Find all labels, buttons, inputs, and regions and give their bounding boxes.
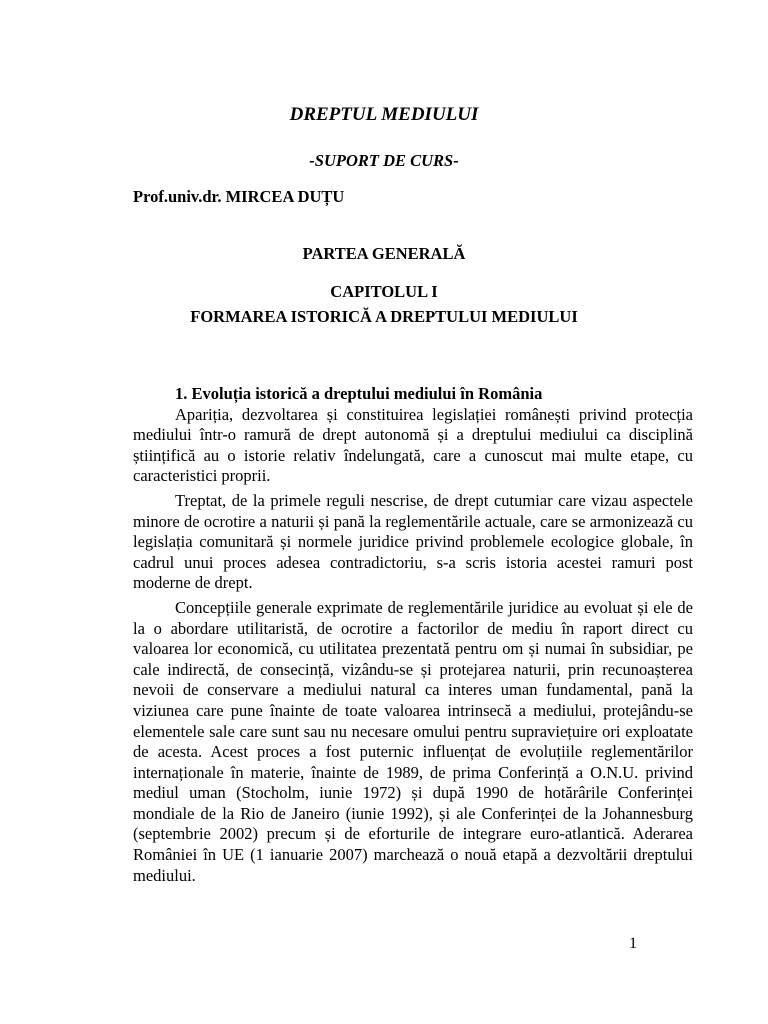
document-body — [133, 384, 693, 890]
paragraph: Concepțiile generale exprimate de reglementările juridice au evoluat și ele de la o abordare utilitaristă, de ocrotire a factorilor de mediu în raport direct cu valoarea lor economică, cu utilitatea prezentată pentru om și numai în subsidiar, pe cale indirectă, de consecință, vizându-se și protejarea naturii, prin recunoașterea nevoii de conservare a mediului natural ca interes uman fundamental, pană la viziunea care pune înainte de toate valoarea intrinsecă a mediului, protejându-se elementele sale care sunt sau nu necesare omului pentru supraviețuire ori exploatate de acesta. Acest proces a fost puternic influențat de evoluțiile reglementărilor internaționale în materie, înainte de 1989, de prima Conferință a O.N.U. privind mediul uman (Stocholm, iunie 1972) și după 1990 de hotărârile Conferinței mondiale de la Rio de Janeiro (iunie 1992), și ale Conferinței de la Johannesburg (septembrie 2002) precum și de eforturile de integrare euro-atlantică. Aderarea României în UE (1 ianuarie 2007) marchează o nouă etapă a dezvoltării dreptului mediului. — [133, 597, 693, 885]
document-title: DREPTUL MEDIULUI — [289, 104, 479, 125]
page-number: 1 — [629, 935, 637, 952]
part-heading: PARTEA GENERALĂ — [302, 244, 466, 263]
document-subtitle: -SUPORT DE CURS- — [309, 151, 459, 170]
paragraph: Apariția, dezvoltarea și constituirea legislației românești privind protecția mediului într-o ramură de drept autonomă și a dreptului mediului ca disciplină științifică au o istorie relativ îndelungată, care a cunoscut mai multe etape, cu caracteristici proprii. — [133, 404, 693, 486]
paragraph: Treptat, de la primele reguli nescrise, de drept cutumiar care vizau aspectele minore de ocrotire a naturii și pană la reglementările actuale, care se armonizează cu legislația comunitară și normele juridice privind problemele ecologice globale, în cadrul unui proces adesea contradictoriu, s-a scris istoria acestei ramuri post moderne de drept. — [133, 490, 693, 593]
section-heading: 1. Evoluția istorică a dreptului mediului în România — [175, 384, 543, 403]
chapter-title: FORMAREA ISTORICĂ A DREPTULUI MEDIULUI — [190, 307, 578, 326]
chapter-number: CAPITOLUL I — [330, 282, 438, 301]
author-name: Prof.univ.dr. MIRCEA DUȚU — [133, 187, 345, 206]
